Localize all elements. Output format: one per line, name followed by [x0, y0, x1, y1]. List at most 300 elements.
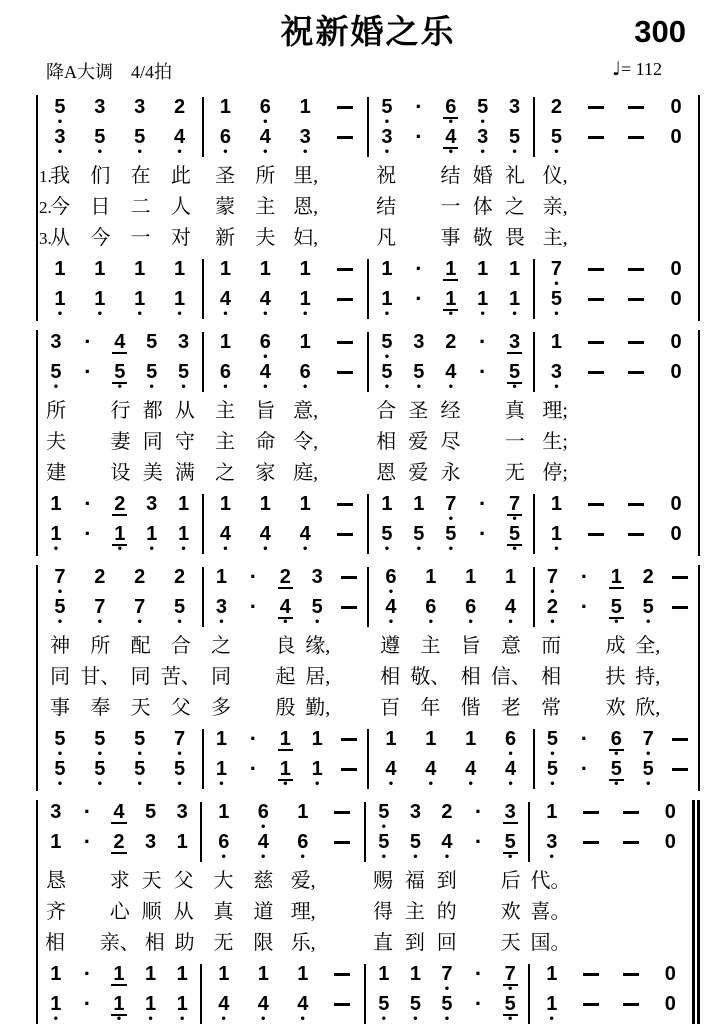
lyric-syllable: 甘、	[80, 666, 121, 688]
lyrics-block	[38, 396, 698, 489]
note-glyph: 1	[134, 258, 146, 280]
lyric-measure	[203, 631, 368, 662]
notation-line-lower	[206, 362, 366, 392]
note-glyph: 0	[670, 288, 682, 310]
note-glyph: 5	[146, 331, 158, 353]
octave-dot	[180, 854, 183, 862]
note-glyph: 1	[113, 993, 125, 1015]
note	[632, 597, 664, 627]
dash-bar	[623, 841, 639, 844]
note-glyph	[670, 729, 690, 751]
note-glyph: 1	[299, 96, 311, 118]
note	[206, 289, 246, 319]
note	[245, 289, 285, 319]
note-glyph: 0	[664, 831, 676, 853]
dotted-note-dot	[403, 94, 435, 127]
note-glyph: 1	[54, 288, 66, 310]
note	[103, 964, 135, 994]
octave-dot: •	[148, 382, 155, 393]
notation-line-upper	[368, 799, 526, 833]
note	[499, 524, 531, 554]
note-glyph: 3	[509, 331, 521, 353]
hold-dash	[325, 259, 365, 289]
note-glyph: 3	[409, 801, 421, 823]
octave-dot: •	[96, 617, 104, 628]
notation-line-upper	[40, 491, 200, 524]
note	[168, 332, 200, 362]
note-glyph: 2	[114, 493, 126, 515]
note-glyph: 1	[509, 288, 521, 310]
notation-line-lower	[204, 832, 362, 862]
note-glyph: 1	[219, 258, 231, 280]
note-glyph: 5	[145, 801, 157, 823]
note-glyph: 7	[546, 566, 559, 588]
note-glyph	[332, 832, 352, 854]
lyric-syllable: 真	[504, 400, 525, 422]
dash-bar	[341, 576, 357, 579]
note-glyph	[335, 259, 355, 281]
note-glyph: 4	[114, 331, 126, 353]
octave-dot: •	[549, 617, 556, 628]
lyric-syllable	[72, 897, 104, 928]
note-glyph: 4	[257, 993, 269, 1015]
hold-dash	[664, 729, 696, 759]
octave-dot	[149, 854, 152, 862]
measure	[204, 726, 370, 790]
lyric-measure	[38, 396, 203, 427]
dash-bar	[628, 136, 644, 139]
note-glyph: 0	[670, 126, 682, 148]
note-glyph: 3	[145, 831, 157, 853]
lyric-syllable: 体	[472, 196, 493, 218]
note	[431, 832, 463, 862]
octave-dot	[674, 311, 677, 319]
note-glyph: 1	[134, 288, 146, 310]
hold-dash	[325, 524, 365, 554]
note-glyph: 1	[550, 331, 562, 353]
dotted-note-dot	[72, 799, 104, 832]
measure	[38, 799, 202, 862]
note-glyph: 5	[546, 758, 559, 780]
note-glyph: 5	[50, 361, 62, 383]
note-glyph	[339, 567, 359, 589]
dotted-note-dot	[403, 286, 435, 319]
lyric-syllable: 居,	[305, 666, 331, 688]
lyric-syllable: 后	[500, 870, 521, 892]
note-glyph	[581, 994, 601, 1016]
note-glyph	[335, 289, 355, 311]
lyric-syllable	[575, 396, 615, 427]
octave-dot	[417, 149, 420, 157]
notation-block	[38, 799, 692, 863]
lyric-syllable: 遵	[380, 635, 401, 657]
note-glyph: 4	[445, 361, 457, 383]
note-glyph: 4	[299, 523, 311, 545]
lyric-syllable	[326, 427, 366, 458]
lyric-syllable: 主	[404, 901, 425, 923]
notation-line-upper	[40, 799, 198, 832]
note-glyph: 1	[279, 758, 291, 780]
note-glyph	[626, 259, 646, 281]
lyric-syllable: 老	[500, 697, 521, 719]
dotted-note-dot	[72, 491, 104, 524]
octave-dot: •	[447, 147, 454, 158]
note-glyph: 4	[505, 758, 517, 780]
measure	[369, 567, 535, 627]
lyric-syllable: 圣	[408, 400, 429, 422]
lyric-row	[38, 662, 698, 693]
note-glyph: 1	[299, 258, 311, 280]
note-glyph	[335, 362, 355, 384]
octave-dot	[417, 311, 420, 319]
lyric-measure	[38, 192, 203, 223]
note-glyph: 1	[176, 831, 188, 853]
lyric-syllable	[326, 396, 366, 427]
lyric-syllable: 对	[170, 227, 191, 249]
note-glyph	[621, 964, 641, 986]
note-glyph	[335, 332, 355, 354]
lyric-syllable: 同	[211, 666, 232, 688]
note	[40, 832, 72, 862]
note	[285, 97, 325, 127]
note	[491, 597, 531, 627]
lyric-measure	[38, 662, 203, 693]
octave-dot: •	[148, 544, 155, 555]
note	[269, 759, 301, 789]
lyric-syllable	[656, 458, 696, 489]
notation-line-lower	[537, 756, 697, 790]
note-glyph: 1	[145, 963, 157, 985]
note	[537, 259, 577, 289]
octave-dot	[634, 119, 637, 127]
notation-line-upper	[204, 802, 362, 832]
note	[40, 567, 80, 597]
octave-dot: •	[176, 749, 183, 760]
note	[245, 127, 285, 157]
note	[499, 259, 531, 289]
note	[467, 289, 499, 319]
lyric-measure	[533, 631, 698, 662]
hold-dash	[616, 127, 656, 157]
octave-dot: •	[549, 749, 556, 760]
octave-dot: •	[96, 309, 104, 320]
dash-bar	[341, 606, 357, 609]
note-glyph: 3	[504, 801, 516, 823]
note-glyph: 1	[381, 288, 393, 310]
octave-dot: •	[299, 852, 306, 863]
octave-dot	[343, 516, 346, 524]
note	[40, 994, 72, 1024]
lyric-row	[38, 897, 692, 928]
note-glyph: 0	[670, 523, 682, 545]
dotted-note-dot	[467, 359, 499, 392]
note-glyph: 4	[259, 288, 271, 310]
lyric-syllable: 年	[420, 697, 441, 719]
lyric-syllable	[402, 161, 434, 192]
note-glyph: 1	[174, 288, 186, 310]
dotted-note-dot	[403, 256, 435, 289]
octave-dot: •	[447, 382, 454, 393]
lyric-syllable	[326, 223, 366, 254]
note	[120, 759, 160, 789]
note	[120, 289, 160, 319]
note	[499, 332, 531, 362]
hold-dash	[616, 97, 656, 127]
note-glyph: ·	[249, 594, 258, 619]
key-time-signature	[46, 58, 172, 84]
notation-line-upper	[371, 567, 531, 597]
octave-dot: •	[301, 382, 309, 393]
hold-dash	[576, 127, 616, 157]
lyric-syllable: 无	[504, 462, 525, 484]
octave-dot: •	[548, 1014, 555, 1024]
note-glyph: ·	[415, 256, 423, 281]
note-glyph: 0	[670, 493, 682, 515]
note	[245, 362, 285, 392]
octave-dot: •	[479, 117, 486, 128]
note	[120, 97, 160, 127]
note	[537, 97, 577, 127]
octave-dot: •	[262, 382, 269, 393]
lyric-syllable: 美	[142, 462, 163, 484]
note-glyph	[581, 802, 601, 824]
note-glyph: 1	[505, 566, 517, 588]
note-glyph	[626, 127, 646, 149]
note-glyph: 3	[50, 801, 62, 823]
hold-dash	[333, 729, 365, 759]
octave-dot: •	[260, 1014, 267, 1024]
note	[451, 759, 491, 789]
note-glyph: ·	[580, 756, 589, 781]
measure	[38, 961, 202, 1024]
lyric-syllable	[323, 866, 363, 897]
measure	[535, 726, 699, 790]
note-glyph: 5	[94, 728, 106, 750]
octave-dot: •	[96, 749, 104, 760]
octave-dot: •	[52, 382, 60, 393]
hold-dash	[611, 802, 651, 832]
measure	[202, 964, 366, 1024]
octave-dot: •	[387, 587, 395, 598]
octave-dot: •	[380, 1014, 387, 1024]
note	[301, 567, 333, 597]
lyric-syllable: 齐	[45, 901, 66, 923]
notation-line-upper	[206, 494, 366, 524]
note	[451, 729, 491, 759]
dash-bar	[588, 136, 604, 139]
note-glyph: ·	[580, 594, 589, 619]
note	[499, 494, 531, 524]
note-glyph: 5	[509, 126, 521, 148]
measure	[204, 97, 370, 157]
note-glyph: 4	[219, 288, 231, 310]
lyric-syllable: 所	[255, 165, 276, 187]
lyric-syllable: 从	[174, 400, 195, 422]
dash-bar	[628, 371, 644, 374]
octave-dot: •	[262, 352, 269, 363]
notation-line-lower	[40, 127, 200, 157]
note-glyph	[339, 759, 359, 781]
lyric-syllable: 敬、	[410, 666, 451, 688]
lyric-measure	[365, 928, 529, 959]
lyric-syllable: 相	[380, 666, 401, 688]
note-glyph	[586, 97, 606, 119]
lyric-syllable	[571, 866, 611, 897]
octave-dot	[590, 854, 593, 862]
lyric-syllable: 恳	[45, 870, 66, 892]
lyric-syllable: 助	[174, 932, 195, 954]
octave-dot: •	[52, 544, 60, 555]
note	[537, 289, 577, 319]
notation-line-lower	[371, 124, 531, 158]
notation-line-lower	[537, 127, 697, 157]
measure	[38, 491, 204, 555]
dash-bar	[623, 973, 639, 976]
subheader	[36, 56, 700, 86]
note	[204, 994, 244, 1024]
note	[467, 97, 499, 127]
note	[368, 802, 400, 832]
octave-dot: •	[136, 779, 143, 790]
note-glyph	[581, 832, 601, 854]
lyric-syllable: 们	[90, 165, 111, 187]
note	[136, 524, 168, 554]
note-glyph: 5	[413, 523, 425, 545]
lyric-syllable	[326, 161, 366, 192]
lyric-syllable	[467, 396, 499, 427]
lyric-syllable: 信、	[490, 666, 531, 688]
octave-dot: •	[180, 382, 187, 393]
octave-dot: •	[383, 544, 391, 555]
note	[206, 494, 246, 524]
note	[537, 597, 569, 627]
lyric-measure	[38, 693, 203, 724]
notation-line-lower	[206, 594, 366, 628]
note-glyph: 1	[311, 728, 323, 750]
header	[36, 10, 700, 56]
note	[206, 362, 246, 392]
lyric-measure	[533, 161, 698, 192]
lyric-measure	[365, 866, 529, 897]
note-glyph: 3	[50, 331, 62, 353]
lyric-syllable	[616, 396, 656, 427]
octave-dot: •	[136, 749, 143, 760]
notation-line-upper	[206, 332, 366, 362]
note-glyph: 1	[409, 963, 421, 985]
note-glyph: 4	[465, 758, 477, 780]
octave-dot: •	[383, 147, 391, 158]
note-glyph: 6	[299, 361, 311, 383]
lyric-syllable: 爱,	[290, 870, 316, 892]
note-glyph: 5	[134, 126, 146, 148]
lyric-syllable: 建	[46, 462, 67, 484]
note	[160, 289, 200, 319]
dash-bar	[672, 576, 688, 579]
lyric-measure	[203, 427, 368, 458]
octave-dot	[669, 1016, 672, 1024]
lyric-syllable	[463, 928, 495, 959]
lyric-syllable: 心	[109, 901, 130, 923]
notation-line-lower	[537, 594, 697, 628]
note	[403, 332, 435, 362]
note-glyph: 3	[178, 331, 190, 353]
lyric-syllable: 道	[253, 901, 274, 923]
dotted-note-dot	[463, 961, 495, 994]
lyric-syllable: 恩	[376, 462, 397, 484]
note-glyph: 6	[218, 831, 230, 853]
note-glyph: 1	[477, 288, 489, 310]
octave-dot: •	[56, 117, 64, 128]
lyric-syllable: 爱	[408, 462, 429, 484]
measure	[369, 256, 535, 320]
note-glyph: 4	[174, 126, 186, 148]
note	[244, 802, 284, 832]
note	[40, 802, 72, 832]
note-glyph: 3	[134, 96, 146, 118]
lyric-measure	[38, 223, 203, 254]
note-glyph: 1	[219, 331, 231, 353]
lyric-syllable: 偕	[460, 697, 481, 719]
rest-note	[656, 259, 696, 289]
lyric-measure	[533, 396, 698, 427]
octave-dot: •	[613, 749, 620, 760]
note-glyph: ·	[84, 491, 92, 516]
note	[283, 994, 323, 1024]
note	[40, 127, 80, 157]
octave-dot: •	[553, 382, 560, 393]
note	[435, 524, 467, 554]
lyric-syllable: 命	[255, 431, 276, 453]
measure	[366, 799, 530, 863]
note	[136, 332, 168, 362]
lyric-syllable: 事	[50, 697, 71, 719]
lyric-syllable: 相	[144, 932, 165, 954]
note	[632, 567, 664, 597]
lyric-syllable: 代。	[530, 870, 571, 892]
lyrics-block	[38, 631, 698, 724]
note-glyph: 2	[279, 566, 291, 588]
hold-dash	[333, 567, 365, 597]
lyric-syllable: 妇,	[293, 227, 319, 249]
note-glyph: 6	[219, 126, 231, 148]
note-glyph: 7	[642, 728, 654, 750]
octave-dot: •	[383, 382, 391, 393]
octave-dot	[634, 516, 637, 524]
lyric-syllable: 圣	[215, 165, 236, 187]
note-glyph: ·	[479, 359, 487, 384]
note-glyph: 5	[134, 728, 146, 750]
note-glyph: 5	[642, 758, 654, 780]
lyric-syllable: 相	[376, 431, 397, 453]
octave-dot: •	[507, 749, 514, 760]
note-glyph: 5	[311, 596, 323, 618]
lyric-syllable: 苦、	[160, 666, 201, 688]
octave-dot: •	[56, 309, 64, 320]
lyric-measure	[533, 662, 698, 693]
lyric-syllable: 同	[142, 431, 163, 453]
lyric-row	[38, 161, 698, 192]
note-glyph: 1	[94, 288, 106, 310]
octave-dot	[252, 781, 255, 789]
note-glyph: ·	[474, 991, 483, 1016]
notation-block	[38, 256, 698, 320]
dash-bar	[588, 106, 604, 109]
notation-line-lower	[40, 359, 200, 393]
lyric-syllable: 慈	[253, 870, 274, 892]
lyric-measure	[38, 427, 203, 458]
octave-dot: •	[553, 279, 560, 290]
lyric-syllable	[334, 662, 366, 693]
